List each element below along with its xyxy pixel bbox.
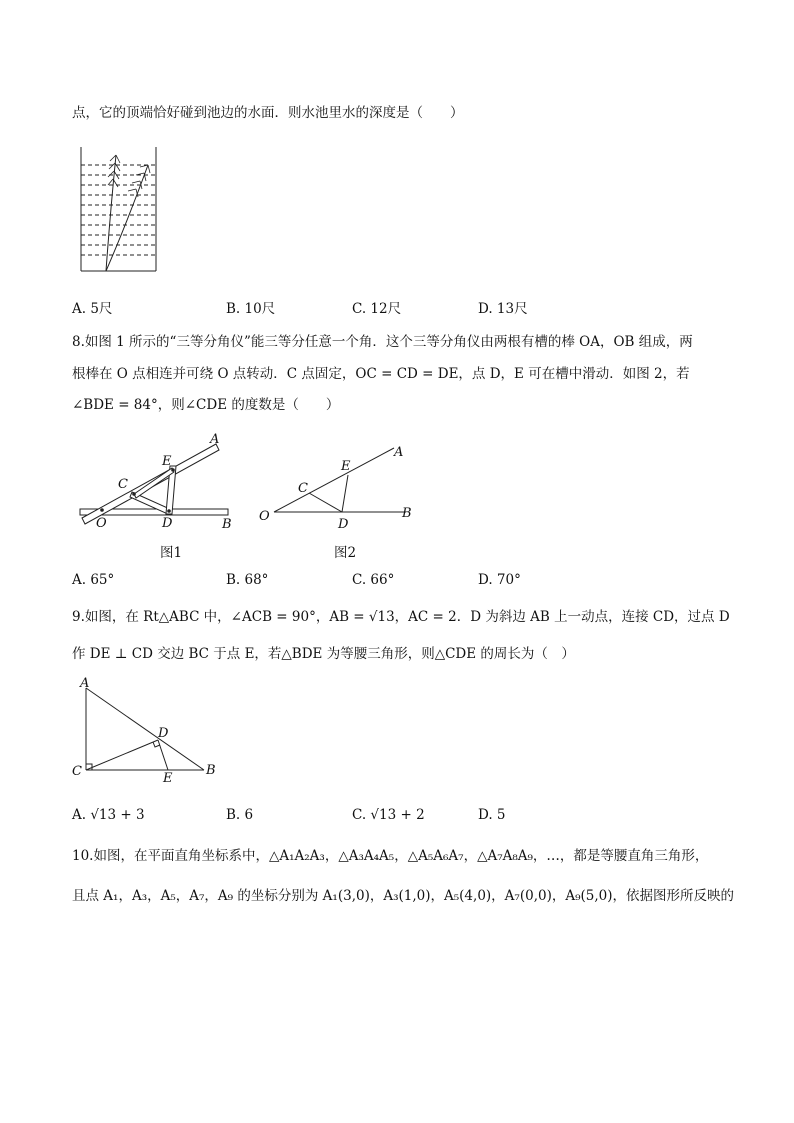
q10-line-1: 10.如图，在平面直角坐标系中，△A₁A₂A₃，△A₃A₄A₅，△A₅A₆A₇，△A₇A₈A₉，…，都是等腰直角三角形， bbox=[72, 848, 709, 864]
q9-line-2: 作 DE ⊥ CD 交边 BC 于点 E，若△BDE 为等腰三角形，则△CDE 的周长为（ ） bbox=[72, 646, 575, 662]
fig2-label-e: E bbox=[341, 459, 351, 474]
fig1-label-o: O bbox=[96, 516, 107, 531]
fig2-label-d: D bbox=[338, 517, 349, 532]
fig1-label-a: A bbox=[210, 432, 220, 447]
q9-label-c: C bbox=[72, 764, 82, 779]
pool-reed-figure bbox=[76, 145, 162, 275]
trisector-figure-2 bbox=[256, 440, 422, 532]
fig1-label-d: D bbox=[162, 516, 173, 531]
q8-option-d[interactable]: D. 70° bbox=[478, 572, 521, 588]
q7-option-c[interactable]: C. 12尺 bbox=[352, 301, 402, 317]
q8-line-3: ∠BDE = 84°，则∠CDE 的度数是（ ） bbox=[72, 397, 340, 413]
q7-stem: 点，它的顶端恰好碰到池边的水面．则水池里水的深度是（ ） bbox=[72, 105, 464, 121]
fig2-label-b: B bbox=[402, 506, 412, 521]
q9-label-e: E bbox=[163, 771, 173, 784]
q9-option-d[interactable]: D. 5 bbox=[478, 807, 506, 823]
q8-line-2: 根棒在 O 点相连并可绕 O 点转动．C 点固定，OC = CD = DE，点 D，E 可在槽中滑动．如图 2，若 bbox=[72, 366, 690, 382]
q9-line-1: 9.如图，在 Rt△ABC 中，∠ACB = 90°，AB = √13，AC = 2．D 为斜边 AB 上一动点，连接 CD，过点 D bbox=[72, 609, 730, 625]
q7-option-a[interactable]: A. 5尺 bbox=[72, 301, 113, 317]
q9-option-b[interactable]: B. 6 bbox=[226, 807, 254, 823]
fig2-caption: 图2 bbox=[334, 545, 357, 561]
fig1-label-b: B bbox=[222, 517, 232, 532]
q10-line-2: 且点 A₁，A₃，A₅，A₇，A₉ 的坐标分别为 A₁(3,0)，A₃(1,0)，A₅(4,0)，A₇(0,0)，A₉(5,0)，依据图形所反映的 bbox=[72, 888, 735, 904]
q9-option-a[interactable]: A. √13 + 3 bbox=[72, 807, 145, 823]
fig2-label-c: C bbox=[298, 481, 308, 496]
fig1-label-e: E bbox=[162, 454, 172, 469]
fig2-label-o: O bbox=[259, 509, 270, 524]
fig2-label-a: A bbox=[394, 445, 404, 460]
q8-option-c[interactable]: C. 66° bbox=[352, 572, 395, 588]
q8-line-1: 8.如图 1 所示的“三等分角仪”能三等分任意一个角．这个三等分角仪由两根有槽的棒 OA，OB 组成，两 bbox=[72, 334, 693, 350]
q8-option-b[interactable]: B. 68° bbox=[226, 572, 269, 588]
q8-option-a[interactable]: A. 65° bbox=[72, 572, 115, 588]
q9-label-a: A bbox=[80, 676, 90, 691]
q9-option-c[interactable]: C. √13 + 2 bbox=[352, 807, 425, 823]
fig1-label-c: C bbox=[118, 477, 128, 492]
q7-option-d[interactable]: D. 13尺 bbox=[478, 301, 528, 317]
q7-option-b[interactable]: B. 10尺 bbox=[226, 301, 276, 317]
fig1-caption: 图1 bbox=[160, 545, 183, 561]
q9-label-d: D bbox=[158, 726, 169, 741]
right-triangle-figure bbox=[70, 674, 220, 784]
q9-label-b: B bbox=[206, 763, 216, 778]
trisector-figure-1 bbox=[76, 428, 246, 536]
